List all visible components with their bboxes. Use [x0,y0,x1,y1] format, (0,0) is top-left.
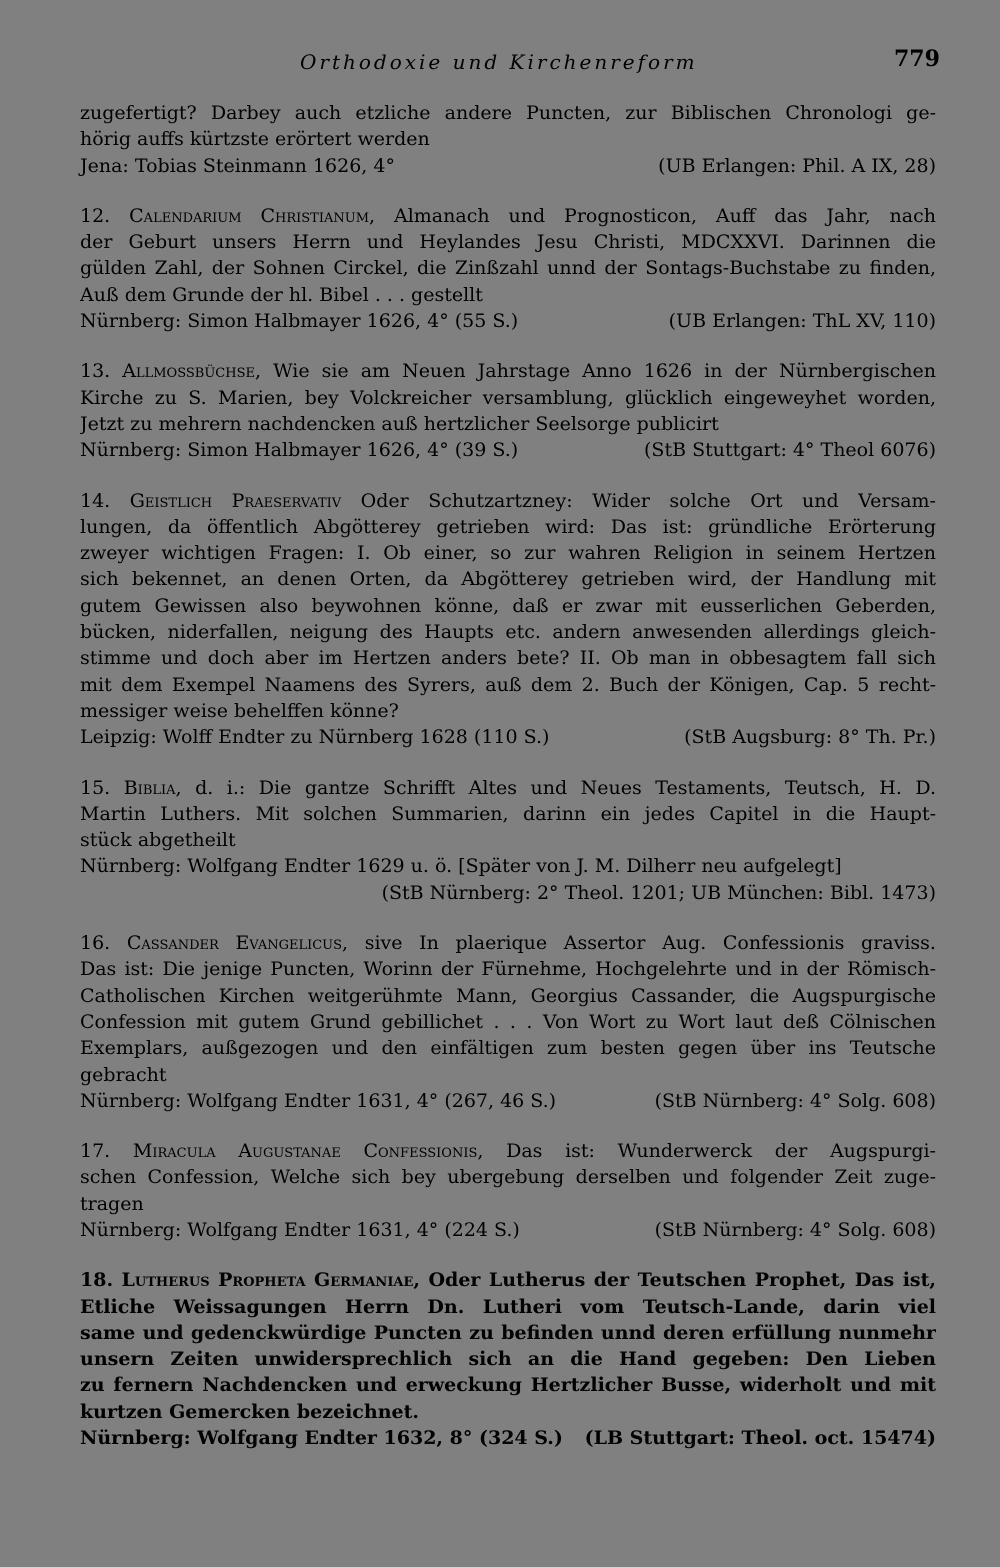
entry-line: unsern Zeiten unwidersprechlich sich an die Hand gegeben: Den Lieben [80,1348,936,1371]
entry-line: tragen [80,1192,144,1215]
library-location: (UB Erlangen: Phil. A IX, 28) [658,154,936,177]
entry-title-rest: Das ist: Wunderwerck der Augspurgi- [506,1140,936,1163]
entry-line: zu fernern Nachdencken und erweckung Hertzlicher Busse, widerholt und mit [80,1374,936,1397]
entry-line: Auß dem Grunde der hl. Bibel . . . gestellt [80,283,483,306]
entry-title-rest: d. i.: Die gantze Schrifft Altes und Neues Testaments, Teutsch, H. D. [195,776,936,799]
entry-line: messiger weise behelffen könne? [80,699,399,722]
imprint: Nürnberg: Simon Halbmayer 1626, 4° (39 S.) [80,439,519,462]
imprint: Nürnberg: Wolfgang Endter 1631, 4° (224 S.) [80,1218,520,1241]
imprint-row [80,153,936,179]
bibliography-body [80,100,936,1451]
imprint-row [80,880,936,906]
entry-line: lungen, da öffentlich Abgötterey getrieben wird: Das ist: gründliche Erörterung [80,515,936,538]
entry-title-rest: Oder Schutzartzney: Wider solche Ort und Versam- [360,489,936,512]
library-location: (StB Nürnberg: 4° Solg. 608) [654,1218,936,1241]
bibliography-entry [80,775,936,906]
library-location: (StB Stuttgart: 4° Theol 6076) [644,439,936,462]
running-head-title: Orthodoxie und Kirchenreform [300,50,698,74]
entry-first-line [80,488,936,514]
entry-title-rest: sive In plaerique Assertor Aug. Confessionis graviss. [364,932,936,955]
entry-first-line [80,775,936,801]
entry-number: 17. [80,1140,111,1163]
entry-title: Biblia, [123,776,182,799]
imprint: Nürnberg: Simon Halbmayer 1626, 4° (55 S.) [80,310,519,333]
imprint: Leipzig: Wolff Endter zu Nürnberg 1628 (110 S.) [80,726,550,749]
entry-title-rest: Oder Lutherus der Teutschen Prophet, Das ist, [428,1269,936,1292]
entry-title: Calendarium Christianum, [129,204,376,227]
bibliography-entry [80,358,936,463]
entry-line: sich bekennet, an denen Orten, da Abgötterey getrieben wird, der Handlung mit [80,568,936,591]
entry-number: 18. [80,1269,114,1292]
entry-number: 16. [80,932,111,955]
library-location: (StB Augsburg: 8° Th. Pr.) [684,726,936,749]
entry-title-rest: Wie sie am Neuen Jahrstage Anno 1626 in der Nürnbergischen [273,360,936,383]
imprint-row [80,308,936,334]
imprint: Nürnberg: Wolfgang Endter 1631, 4° (267, 46 S.) [80,1089,557,1112]
entry-line: Jetzt zu mehrern nachdencken auß hertzlicher Seelsorge publicirt [80,412,719,435]
entry-line: Das ist: Die jenige Puncten, Worinn der Fürnehme, Hochgelehrte und in der Römisch- [80,958,936,981]
library-location: (StB Nürnberg: 4° Solg. 608) [654,1089,936,1112]
library-location: (UB Erlangen: ThL XV, 110) [668,310,936,333]
page-number: 779 [894,46,940,72]
entry-number: 14. [80,489,111,512]
entry-line: gebracht [80,1063,167,1086]
entry-number: 13. [80,360,111,383]
bibliography-entry [80,1138,936,1243]
imprint: Jena: Tobias Steinmann 1626, 4° [80,154,395,177]
entry-line: bücken, niderfallen, neigung des Haupts etc. andern anwesenden allerdings gleich- [80,621,936,644]
entry-line: schen Confession, Welche sich bey ubergebung derselben und folgender Zeit zuge- [80,1166,936,1189]
entry-line: Etliche Weissagungen Herrn Dn. Lutheri vom Teutsch-Lande, darin viel [80,1295,936,1318]
imprint-row [80,1088,936,1114]
entry-line: Kirche zu S. Marien, bey Volckreicher versamblung, glücklich eingeweyhet worden, [80,386,936,409]
entry-title: Allmossbüchse, [122,360,262,383]
entry-title: Miracula Augustanae Confessionis, [132,1140,484,1163]
imprint: Nürnberg: Wolfgang Endter 1629 u. ö. [Später von J. M. Dilherr neu aufgelegt] [80,855,842,878]
entry-line: gülden Zahl, der Sohnen Circkel, die Zinßzahl unnd der Sontags-Buchstabe zu finden, [80,257,936,280]
imprint-row [80,853,936,879]
entry-line: gutem Gewissen also beywohnen könne, daß er zwar mit eusserlichen Geberden, [80,594,936,617]
library-location: (LB Stuttgart: Theol. oct. 15474) [584,1427,936,1450]
continued-entry [80,100,936,179]
entry-line: same und gedenckwürdige Puncten zu befinden unnd deren erfüllung nunmehr [80,1321,936,1344]
library-location: (StB Nürnberg: 2° Theol. 1201; UB München: Bibl. 1473) [381,881,936,904]
imprint-row [80,1217,936,1243]
entry-line: Exemplars, außgezogen und den einfältigen zum besten gegen über ins Teutsche [80,1037,936,1060]
entry-line: kurtzen Gemercken bezeichnet. [80,1400,419,1423]
entry-line: der Geburt unsers Herrn und Heylandes Jesu Christi, MDCXXVI. Darinnen die [80,231,936,254]
entry-line: stimme und doch aber im Hertzen anders bete? II. Ob man in obbesagtem fall sich [80,647,936,670]
entry-line: zugefertigt? Darbey auch etzliche andere Puncten, zur Biblischen Chronologi ge- [80,102,936,124]
entry-first-line [80,1138,936,1164]
entry-number: 12. [80,204,111,227]
imprint-row [80,1425,936,1451]
bibliography-entry [80,488,936,751]
bibliography-entry [80,203,936,334]
entry-first-line [80,203,936,229]
imprint-row [80,437,936,463]
entry-line: Confession mit gutem Grund gebillichet . . . Von Wort zu Wort laut deß Cölnischen [80,1010,936,1033]
entry-line: zweyer wichtigen Fragen: I. Ob einer, so zur wahren Religion in seinem Hertzen [80,542,936,565]
entry-line: stück abgetheilt [80,829,236,852]
entry-number: 15. [80,776,111,799]
entry-first-line [80,358,936,384]
entry-line: Martin Luthers. Mit solchen Summarien, darinn ein jedes Capitel in die Haupt- [80,802,936,825]
imprint-row [80,724,936,750]
entry-title-rest: Almanach und Prognosticon, Auff das Jahr, nach [393,204,936,227]
running-head [0,46,1000,82]
entry-title: Lutherus Propheta Germaniae, [121,1269,421,1292]
imprint: Nürnberg: Wolfgang Endter 1632, 8° (324 S.) [80,1427,563,1450]
entry-line: hörig auffs kürtzste erörtert werden [80,128,430,151]
entry-title: Cassander Evangelicus, [126,932,349,955]
entry-line: mit dem Exempel Naamens des Syrers, auß dem 2. Buch der Königen, Cap. 5 recht- [80,673,936,696]
entry-first-line [80,1267,936,1293]
bibliography-entry [80,930,936,1114]
entry-list [80,203,936,1451]
entry-line: Catholischen Kirchen weitgerühmte Mann, Georgius Cassander, die Augspurgische [80,984,936,1007]
entry-title: Geistlich Praeservativ [129,489,342,512]
entry-first-line [80,930,936,956]
bibliography-entry [80,1267,936,1451]
